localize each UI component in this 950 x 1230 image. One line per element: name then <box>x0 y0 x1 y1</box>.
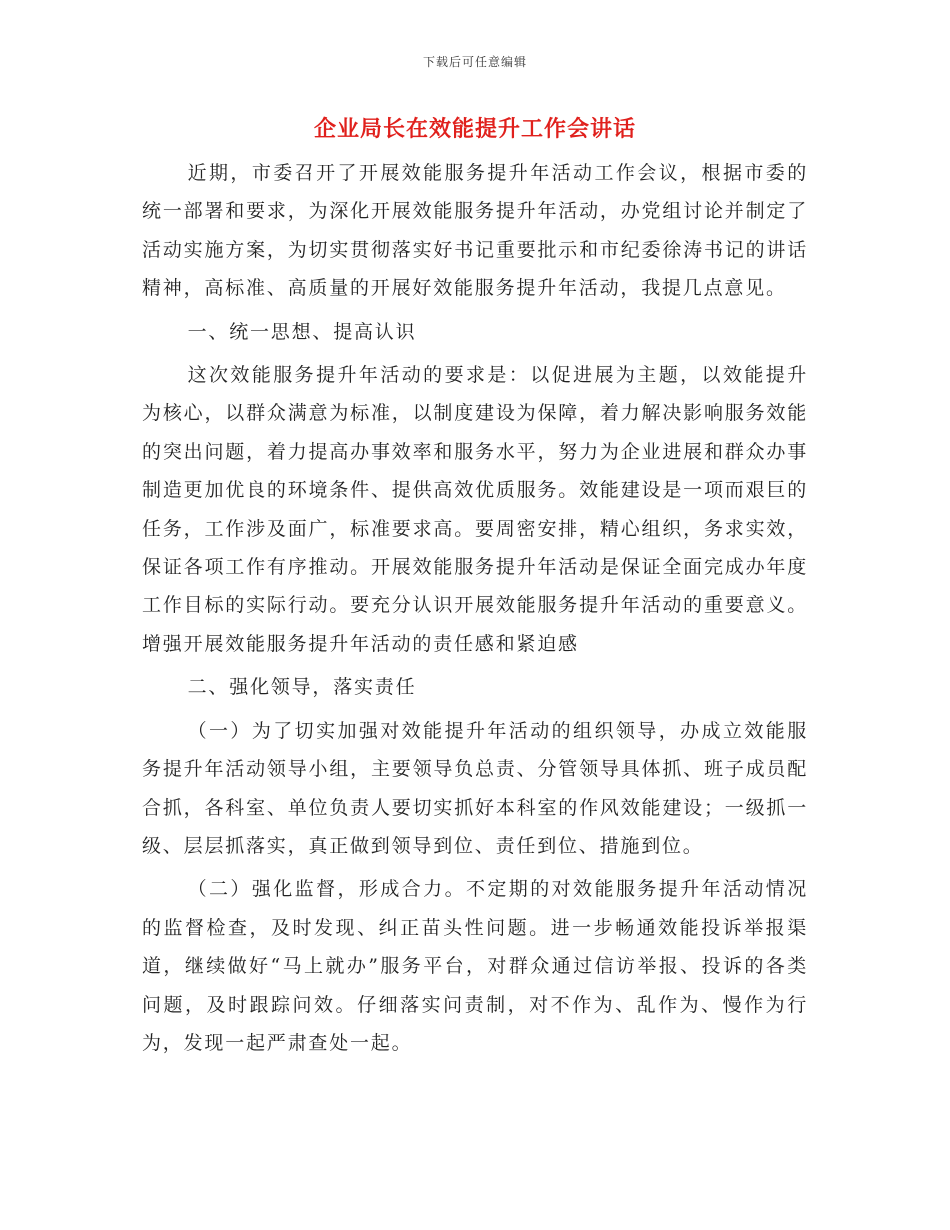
paragraph-item-1: （一）为了切实加强对效能提升年活动的组织领导，办成立效能服务提升年活动领导小组，主要领导负总责、分管领导具体抓、班子成员配合抓，各科室、单位负责人要切实抓好本科室的作风效能建设；一级抓一级、层层抓落实，真正做到领导到位、责任到位、措施到位。 <box>142 719 808 857</box>
paragraph-intro: 近期，市委召开了开展效能服务提升年活动工作会议，根据市委的统一部署和要求，为深化开展效能服务提升年活动，办党组讨论并制定了活动实施方案，为切实贯彻落实好书记重要批示和市纪委徐涛书记的讲话精神，高标准、高质量的开展好效能服务提升年活动，我提几点意见。 <box>142 162 808 300</box>
paragraph-section-1: 这次效能服务提升年活动的要求是：以促进展为主题，以效能提升为核心，以群众满意为标准，以制度建设为保障，着力解决影响服务效能的突出问题，着力提高办事效率和服务水平，努力为企业进展和群众办事制造更加优良的环境条件、提供高效优质服务。效能建设是一项而艰巨的任务，工作涉及面广，标准要求高。要周密安排，精心组织，务求实效，保证各项工作有序推动。开展效能服务提升年活动是保证全面完成办年度工作目标的实际行动。要充分认识开展效能服务提升年活动的重要意义。增强开展效能服务提升年活动的责任感和紧迫感 <box>142 364 808 655</box>
page-header-note: 下载后可任意编辑 <box>422 55 527 69</box>
document-title: 企业局长在效能提升工作会讲话 <box>313 116 636 142</box>
section-heading-2: 二、强化领导，落实责任 <box>187 676 417 699</box>
document-body <box>142 154 808 1067</box>
paragraph-item-2: （二）强化监督，形成合力。不定期的对效能服务提升年活动情况的监督检查，及时发现、纠正苗头性问题。进一步畅通效能投诉举报渠道，继续做好“马上就办”服务平台，对群众通过信访举报、投诉的各类问题，及时跟踪问效。仔细落实问责制，对不作为、乱作为、慢作为行为，发现一起严肃查处一起。 <box>142 878 808 1054</box>
section-heading-1: 一、统一思想、提高认识 <box>187 320 417 343</box>
